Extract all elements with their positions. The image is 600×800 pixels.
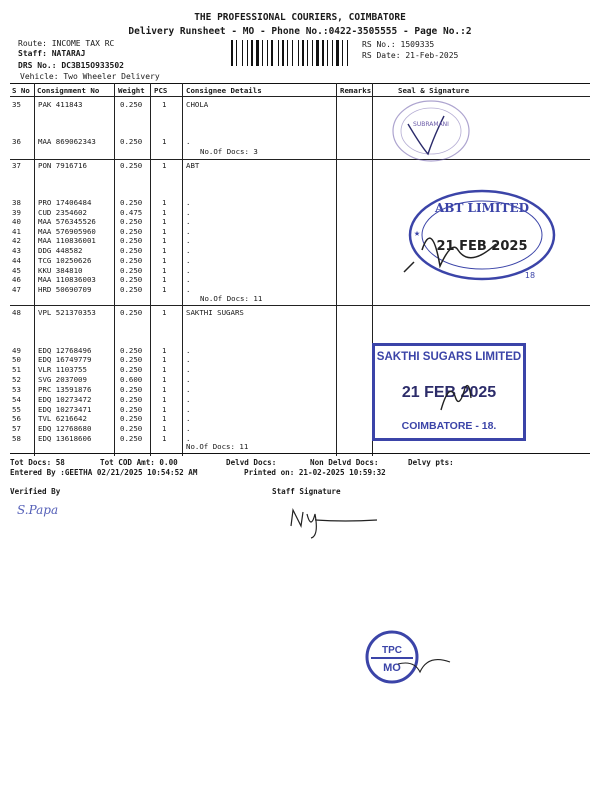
verified-by-label: Verified By [10, 487, 61, 496]
row-weight: 0.250 [120, 355, 143, 364]
row-weight: 0.250 [120, 217, 143, 226]
row-weight: 0.600 [120, 375, 143, 384]
row-weight: 0.250 [120, 346, 143, 355]
row-pcs: 1 [162, 137, 167, 146]
row-dot: . [186, 246, 191, 255]
row-consignment: EDQ 12768680 [38, 424, 92, 433]
row-sno: 36 [12, 137, 21, 146]
row-pcs: 1 [162, 385, 167, 394]
delvy-pts: Delvy pts: [408, 458, 454, 467]
sakthi-stamp-date: 21 FEB 2025 [401, 384, 497, 401]
row-consignment: PAK 411843 [38, 100, 83, 109]
barcode [231, 40, 355, 66]
row-consignment: EDQ 12768496 [38, 346, 92, 355]
chola-seal-stamp [386, 96, 476, 166]
vsep-5 [336, 83, 337, 456]
row-sno: 55 [12, 405, 21, 414]
row-consignment: TCG 10250626 [38, 256, 92, 265]
tot-docs: Tot Docs: 58 [10, 458, 65, 467]
vehicle-label: Vehicle: Two Wheeler Delivery [20, 72, 160, 81]
row-pcs: 1 [162, 375, 167, 384]
row-weight: 0.250 [120, 414, 143, 423]
row-pcs: 1 [162, 405, 167, 414]
staff-signature [285, 500, 385, 540]
row-pcs: 1 [162, 285, 167, 294]
delvd-docs: Delvd Docs: [226, 458, 277, 467]
row-consignment: MAA 110836003 [38, 275, 96, 284]
abt-seal-stamp [400, 180, 560, 290]
row-pcs: 1 [162, 217, 167, 226]
row-weight: 0.250 [120, 246, 143, 255]
row-sno: 47 [12, 285, 21, 294]
row-pcs: 1 [162, 246, 167, 255]
staff-label: Staff: NATARAJ [18, 49, 86, 58]
row-dot: . [186, 208, 191, 217]
row-consignment: SVG 2037009 [38, 375, 87, 384]
row-consignment: PRC 13591876 [38, 385, 92, 394]
row-pcs: 1 [162, 236, 167, 245]
col-pcs: PCS [154, 86, 168, 95]
row-weight: 0.475 [120, 208, 143, 217]
drs-number: DRS No.: DC3B15O933502 [18, 61, 124, 70]
row-weight: 0.250 [120, 100, 143, 109]
row-pcs: 1 [162, 308, 167, 317]
row-weight: 0.250 [120, 405, 143, 414]
row-pcs: 1 [162, 227, 167, 236]
group-rule-1 [10, 159, 590, 160]
row-weight: 0.250 [120, 137, 143, 146]
col-weight: Weight [118, 86, 145, 95]
col-consignee: Consignee Details [186, 86, 262, 95]
row-sno: 58 [12, 434, 21, 443]
verifier-signature: S.Papa [17, 503, 59, 517]
row-consignment: KKU 384810 [38, 266, 83, 275]
row-dot: . [186, 424, 191, 433]
row-weight: 0.250 [120, 285, 143, 294]
rs-number: RS No.: 1509335 [362, 40, 435, 49]
row-weight: 0.250 [120, 385, 143, 394]
row-dot: . [186, 137, 191, 146]
row-weight: 0.250 [120, 308, 143, 317]
rs-date: RS Date: 21-Feb-2025 [362, 51, 459, 60]
row-dot: . [186, 198, 191, 207]
col-consignment: Consignment No [37, 86, 100, 95]
docs-count: No.Of Docs: 11 [186, 442, 249, 451]
abt-stamp-number: 18 [524, 271, 536, 280]
printed-on: Printed on: 21-02-2025 10:59:32 [244, 468, 386, 477]
vsep-3 [150, 83, 151, 456]
row-sno: 42 [12, 236, 21, 245]
staff-signature-label: Staff Signature [272, 487, 341, 496]
runsheet-title: Delivery Runsheet - MO - Phone No.:0422-3505555 - Page No.:2 [128, 26, 472, 37]
row-dot: . [186, 365, 191, 374]
row-sno: 53 [12, 385, 21, 394]
row-dot: . [186, 355, 191, 364]
row-sno: 46 [12, 275, 21, 284]
route-label: Route: INCOME TAX RC [18, 39, 115, 48]
abt-stamp-date: 21 FEB 2025 [436, 239, 528, 254]
col-seal: Seal & Signature [398, 86, 470, 95]
row-dot: . [186, 275, 191, 284]
row-sno: 43 [12, 246, 21, 255]
row-sno: 40 [12, 217, 21, 226]
consignee-name: CHOLA [186, 100, 209, 109]
col-sno: S No [12, 86, 30, 95]
row-pcs: 1 [162, 346, 167, 355]
row-sno: 39 [12, 208, 21, 217]
tpc-mo-stamp [358, 628, 454, 688]
row-consignment: VLR 1103755 [38, 365, 87, 374]
row-consignment: EDQ 10273471 [38, 405, 92, 414]
row-weight: 0.250 [120, 161, 143, 170]
consignee-name: ABT [186, 161, 200, 170]
row-sno: 48 [12, 308, 21, 317]
row-consignment: EDQ 13618606 [38, 434, 92, 443]
row-sno: 38 [12, 198, 21, 207]
row-consignment: MAA 576345526 [38, 217, 96, 226]
tpc-stamp-top: TPC [382, 645, 402, 656]
row-consignment: PON 7916716 [38, 161, 87, 170]
row-pcs: 1 [162, 365, 167, 374]
row-weight: 0.250 [120, 256, 143, 265]
row-sno: 44 [12, 256, 21, 265]
sakthi-signature [435, 376, 475, 416]
row-dot: . [186, 227, 191, 236]
row-sno: 56 [12, 414, 21, 423]
row-consignment: MAA 576905960 [38, 227, 96, 236]
row-weight: 0.250 [120, 266, 143, 275]
row-dot: . [186, 434, 191, 443]
row-weight: 0.250 [120, 395, 143, 404]
row-sno: 41 [12, 227, 21, 236]
row-sno: 45 [12, 266, 21, 275]
table-bottom-rule [10, 453, 590, 454]
row-weight: 0.250 [120, 434, 143, 443]
abt-stamp-name: ABT LIMITED [435, 201, 529, 215]
non-delvd-docs: Non Delvd Docs: [310, 458, 379, 467]
vsep-2 [114, 83, 115, 456]
row-sno: 52 [12, 375, 21, 384]
row-dot: . [186, 256, 191, 265]
row-dot: . [186, 385, 191, 394]
row-dot: . [186, 217, 191, 226]
row-dot: . [186, 405, 191, 414]
row-pcs: 1 [162, 100, 167, 109]
vsep-4 [182, 83, 183, 456]
table-top-rule [10, 83, 590, 84]
row-pcs: 1 [162, 395, 167, 404]
company-name: THE PROFESSIONAL COURIERS, COIMBATORE [194, 12, 406, 23]
docs-count: No.Of Docs: 11 [200, 294, 263, 303]
row-consignment: DDG 448582 [38, 246, 83, 255]
row-sno: 54 [12, 395, 21, 404]
row-pcs: 1 [162, 434, 167, 443]
sakthi-seal-stamp [372, 343, 526, 441]
row-consignment: HRD 50690709 [38, 285, 92, 294]
tpc-stamp-bottom: MO [383, 662, 401, 674]
chola-stamp-text: SUBRAMANI [413, 121, 449, 128]
row-weight: 0.250 [120, 424, 143, 433]
row-sno: 49 [12, 346, 21, 355]
row-consignment: VPL 521370353 [38, 308, 96, 317]
row-dot: . [186, 395, 191, 404]
vsep-1 [34, 83, 35, 456]
group-rule-2 [10, 305, 590, 306]
row-sno: 57 [12, 424, 21, 433]
row-dot: . [186, 346, 191, 355]
consignee-name: SAKTHI SUGARS [186, 308, 244, 317]
row-dot: . [186, 236, 191, 245]
row-pcs: 1 [162, 414, 167, 423]
sakthi-stamp-city: COIMBATORE - 18. [401, 420, 497, 432]
row-weight: 0.250 [120, 236, 143, 245]
row-weight: 0.250 [120, 227, 143, 236]
row-pcs: 1 [162, 266, 167, 275]
sakthi-stamp-name: SAKTHI SUGARS LIMITED [376, 351, 522, 363]
row-weight: 0.250 [120, 365, 143, 374]
row-sno: 51 [12, 365, 21, 374]
row-sno: 50 [12, 355, 21, 364]
docs-count: No.Of Docs: 3 [200, 147, 258, 156]
row-pcs: 1 [162, 208, 167, 217]
row-pcs: 1 [162, 355, 167, 364]
row-weight: 0.250 [120, 198, 143, 207]
entered-by: Entered By :GEETHA 02/21/2025 10:54:52 AM [10, 468, 198, 477]
row-pcs: 1 [162, 275, 167, 284]
row-pcs: 1 [162, 256, 167, 265]
row-consignment: PRO 17406484 [38, 198, 92, 207]
row-dot: . [186, 266, 191, 275]
star-icon: ★ [414, 228, 421, 239]
row-consignment: MAA 869062343 [38, 137, 96, 146]
row-pcs: 1 [162, 424, 167, 433]
row-dot: . [186, 414, 191, 423]
tot-cod: Tot COD Amt: 0.00 [100, 458, 178, 467]
row-pcs: 1 [162, 198, 167, 207]
row-consignment: EDQ 16749779 [38, 355, 92, 364]
header-bottom-rule [10, 96, 590, 97]
row-consignment: CUD 2354602 [38, 208, 87, 217]
row-consignment: TVL 6216642 [38, 414, 87, 423]
row-dot: . [186, 375, 191, 384]
row-weight: 0.250 [120, 275, 143, 284]
row-consignment: EDQ 10273472 [38, 395, 92, 404]
row-sno: 37 [12, 161, 21, 170]
row-consignment: MAA 110836001 [38, 236, 96, 245]
row-pcs: 1 [162, 161, 167, 170]
row-dot: . [186, 285, 191, 294]
col-remarks: Remarks [340, 86, 372, 95]
row-sno: 35 [12, 100, 21, 109]
